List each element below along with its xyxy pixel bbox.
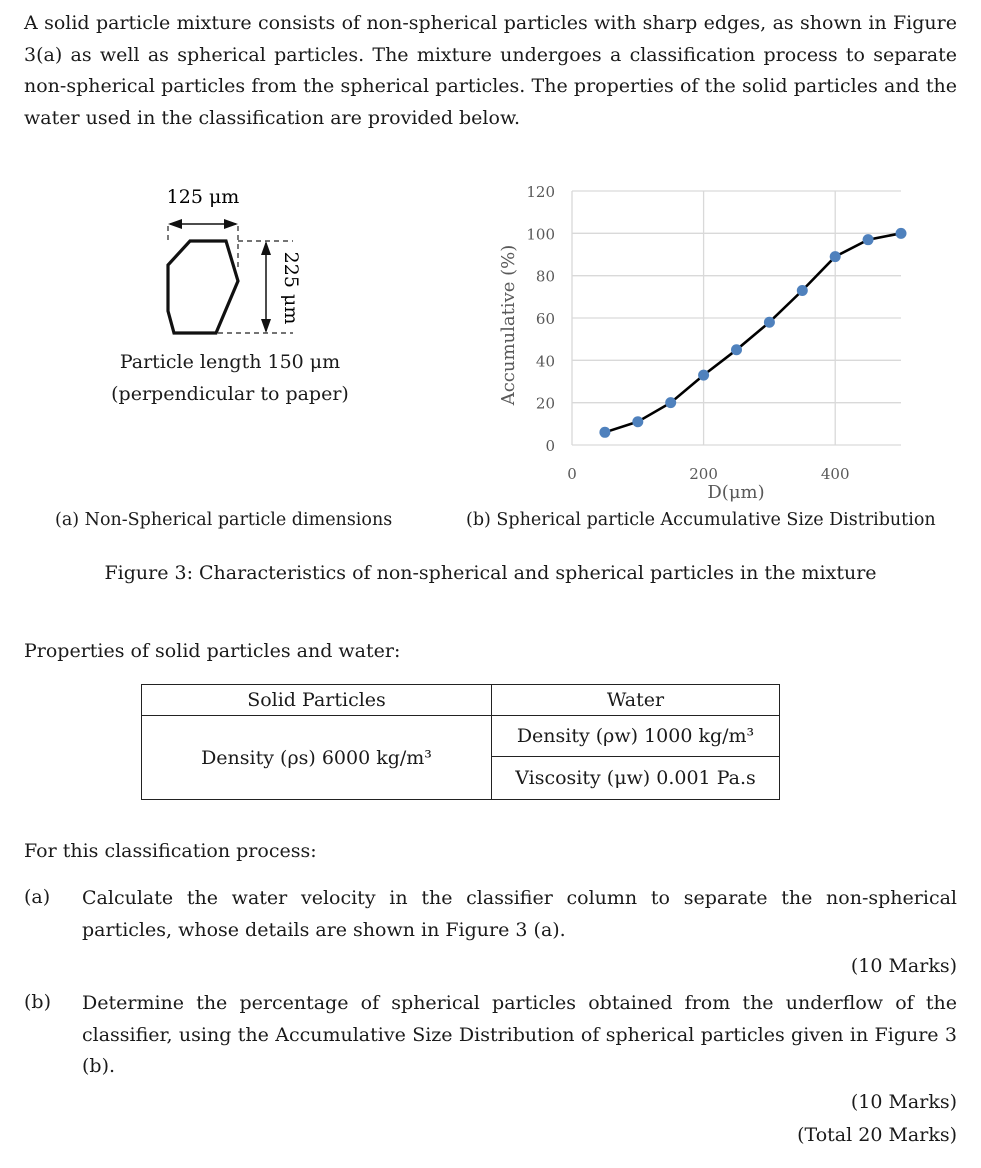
- x-axis-label: D(μm): [707, 482, 765, 503]
- width-arrowhead-left: [168, 219, 182, 229]
- data-point-150: [665, 397, 676, 408]
- water-viscosity-cell: Viscosity (μw) 0.001 Pa.s: [492, 757, 780, 800]
- data-point-50: [599, 427, 610, 438]
- y-tick-label-0: 0: [545, 437, 555, 455]
- chart-x-ticks: [567, 465, 849, 483]
- width-arrowhead-right: [224, 219, 238, 229]
- solid-density-cell: Density (ρs) 6000 kg/m³: [142, 716, 492, 800]
- properties-heading: Properties of solid particles and water:: [24, 640, 401, 662]
- y-tick-label-100: 100: [526, 225, 555, 244]
- y-tick-label-80: 80: [535, 267, 555, 286]
- width-label: 125 μm: [166, 186, 240, 208]
- figure-caption: Figure 3: Characteristics of non-spherical and spherical particles in the mixture: [104, 562, 877, 584]
- y-tick-label-60: 60: [535, 310, 555, 328]
- data-point-500: [896, 228, 907, 239]
- question-a-label: (a): [24, 886, 51, 908]
- process-heading: For this classification process:: [24, 840, 317, 862]
- y-axis-label: Accumulative (%): [498, 244, 519, 406]
- particle-length-note: Particle length 150 μm: [119, 351, 341, 373]
- x-tick-label-0: 0: [567, 465, 577, 483]
- x-tick-label-200: 200: [689, 465, 718, 483]
- question-a-text: Calculate the water velocity in the classifier column to separate the non-spherical particles, whose details are shown in Figure 3 (a).: [82, 887, 957, 941]
- data-point-450: [863, 234, 874, 245]
- figure-a-caption: (a) Non-Spherical particle dimensions: [55, 510, 393, 530]
- data-point-350: [797, 285, 808, 296]
- height-arrowhead-bottom: [261, 319, 271, 333]
- header-solid-particles: Solid Particles: [142, 685, 492, 716]
- data-point-100: [632, 416, 643, 427]
- header-water: Water: [492, 685, 780, 716]
- data-point-200: [698, 370, 709, 381]
- properties-table: [141, 684, 780, 800]
- figure-b-caption: (b) Spherical particle Accumulative Size Distribution: [466, 510, 936, 530]
- total-marks: (Total 20 Marks): [797, 1124, 957, 1146]
- chart-grid: [572, 191, 901, 445]
- data-point-250: [731, 344, 742, 355]
- series-points: [599, 228, 906, 438]
- particle-outline: [168, 241, 238, 333]
- height-label: 225 μm: [280, 251, 302, 325]
- x-tick-label-400: 400: [820, 465, 850, 483]
- question-a-marks: (10 Marks): [850, 955, 957, 977]
- question-b-label: (b): [24, 991, 51, 1013]
- y-tick-label-120: 120: [526, 183, 555, 201]
- y-tick-label-20: 20: [535, 394, 555, 413]
- size-distribution-chart: [490, 176, 910, 506]
- intro-paragraph: A solid particle mixture consists of non-spherical particles with sharp edges, as shown in Figure 3(a) as well as spherical particles. The mixture undergoes a classification process to separate non-spherical particles from the spherical particles. The properties of the solid particles and the water used in the classification are provided below.: [24, 12, 957, 129]
- data-point-400: [830, 251, 841, 262]
- question-b-text: Determine the percentage of spherical particles obtained from the underflow of the classifier, using the Accumulative Size Distribution of spherical particles given in Figure 3 (b).: [82, 992, 957, 1077]
- particle-diagram: [100, 178, 360, 418]
- data-point-300: [764, 317, 775, 328]
- question-b-marks: (10 Marks): [850, 1091, 957, 1113]
- height-arrowhead-top: [261, 241, 271, 255]
- chart-y-ticks: [526, 183, 555, 455]
- water-density-cell: Density (ρw) 1000 kg/m³: [492, 716, 780, 757]
- particle-orientation-note: (perpendicular to paper): [111, 383, 349, 405]
- y-tick-label-40: 40: [535, 352, 555, 371]
